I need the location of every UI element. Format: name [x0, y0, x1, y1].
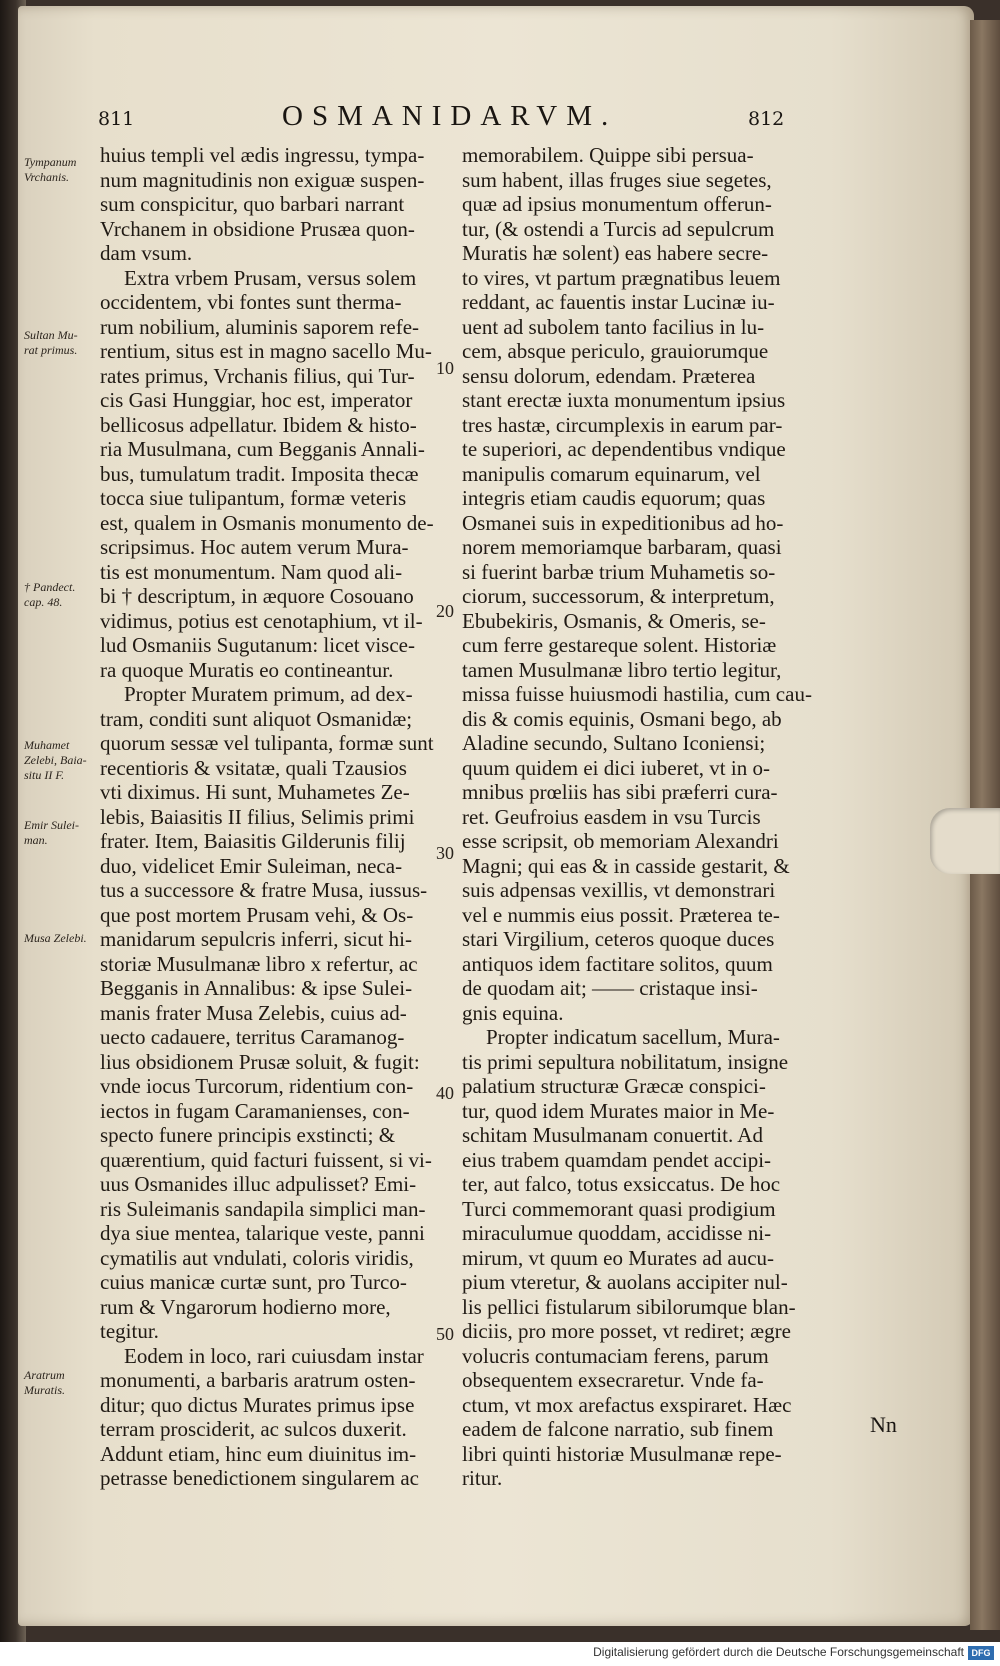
line-number: 40	[436, 1083, 454, 1103]
text-line: esse scripsit, ob memoriam Alexandri	[462, 829, 779, 853]
text-line: Aladine secundo, Sultano Iconiensi;	[462, 731, 766, 755]
text-line: cis Gasi Hunggiar, hoc est, imperator	[100, 388, 413, 412]
text-line: manipulis comarum equinarum, vel	[462, 461, 761, 486]
text-line: sum conspicitur, quo barbari narrant	[100, 192, 405, 216]
text-line: norem memoriamque barbaram, quasi	[462, 535, 782, 559]
text-line: bellicosus adpellatur. Ibidem & histo-	[100, 412, 417, 437]
text-line: schitam Musulmanam conuertit. Ad	[462, 1123, 763, 1147]
text-line: tis primi sepultura nobilitatum, insigne	[462, 1049, 789, 1074]
text-line: uus Osmanides illuc adpulisset? Emi-	[100, 1172, 417, 1196]
text-line: gnis equina.	[462, 1000, 564, 1025]
text-line: Begganis in Annalibus: & ipse Sulei-	[100, 976, 413, 1000]
text-line: tur, quod idem Murates maior in Me-	[462, 1098, 775, 1123]
text-line: cymatilis aut vndulati, coloris viridis,	[100, 1245, 414, 1270]
text-line: Extra vrbem Prusam, versus solem	[124, 265, 417, 290]
margin-note-line: Vrchanis.	[24, 170, 69, 184]
margin-note-line: Aratrum	[24, 1368, 65, 1382]
text-line: dam vsum.	[100, 241, 193, 265]
left-column	[100, 143, 434, 1491]
text-line: lius obsidionem Prusæ soluit, & fugit:	[100, 1049, 420, 1074]
margin-note-line: cap. 48.	[24, 595, 63, 609]
text-line: duo, videlicet Emir Suleiman, neca-	[100, 853, 403, 878]
text-line: Ebubekiris, Osmanis, & Omeris, se-	[462, 608, 766, 633]
line-number: 30	[436, 843, 454, 863]
text-line: manis frater Musa Zelebis, cuius ad-	[100, 1000, 407, 1025]
text-line: cum ferre gestareque solent. Historiæ	[462, 633, 777, 657]
line-number: 20	[436, 601, 454, 621]
text-line: quorum sessæ vel tulipanta, formæ sunt	[100, 731, 434, 755]
text-line: to vires, vt partum prægnatibus leuem	[462, 265, 781, 290]
margin-note-line: Musa Zelebi.	[24, 931, 87, 945]
text-line: iectos in fugam Caramanienses, con-	[100, 1098, 410, 1123]
text-line: rum & Vngarorum hodierno more,	[100, 1294, 391, 1319]
text-line: ctum, vt mox arefactus exspiraret. Hæc	[462, 1392, 792, 1417]
text-line: recentioris & vsitatæ, quali Tzausios	[100, 755, 407, 780]
text-line: de quodam ait; —— cristaque insi-	[462, 976, 758, 1000]
text-line: Propter indicatum sacellum, Mura-	[486, 1025, 780, 1049]
text-line: bus, tumulatum tradit. Imposita thecæ	[100, 461, 419, 486]
text-line: que post mortem Prusam vehi, & Os-	[100, 902, 414, 927]
text-line: sum habent, illas fruges siue segetes,	[462, 167, 772, 192]
margin-note-line: Zelebi, Baia-	[24, 753, 87, 767]
margin-note-line: Muhamet	[24, 738, 70, 752]
margin-note-line: man.	[24, 833, 48, 847]
running-title: OSMANIDARVM.	[282, 100, 618, 132]
text-line: libri quinti historiæ Musulmanæ repe-	[462, 1441, 782, 1466]
text-line: tur, (& ostendi a Turcis ad sepulcrum	[462, 216, 775, 241]
margin-note-line: Tympanum	[24, 155, 77, 169]
text-line: monumenti, a barbaris aratrum osten-	[100, 1368, 416, 1392]
text-line: terram prosciderit, ac sulcos duxerit.	[100, 1417, 407, 1441]
text-line: palatium structuræ Græcæ conspici-	[462, 1074, 766, 1098]
text-line: rates primus, Vrchanis filius, qui Tur-	[100, 363, 415, 388]
page-number-left: 811	[98, 108, 135, 130]
margin-note	[24, 328, 78, 358]
text-line: tus a successore & fratre Musa, iussus-	[100, 878, 428, 902]
text-line: scripsimus. Hoc autem verum Mura-	[100, 535, 409, 559]
text-line: Eodem in loco, rari cuiusdam instar	[124, 1343, 424, 1368]
text-line: ter, aut falco, totus exsiccatus. De hoc	[462, 1172, 781, 1196]
text-line: uecto cadauere, territus Caramanog-	[100, 1025, 405, 1049]
text-line: manidarum sepulcris inferri, sicut hi-	[100, 927, 412, 951]
text-line: rentium, situs est in magno sacello Mu-	[100, 339, 432, 363]
text-line: tamen Musulmanæ libro tertio legitur,	[462, 657, 782, 682]
margin-note	[24, 738, 87, 783]
text-line: ret. Geufroius easdem in vsu Turcis	[462, 804, 761, 829]
text-line: suis adpensas vexillis, vt demonstrari	[462, 878, 776, 902]
catchword: Nn	[870, 1412, 897, 1437]
text-line: eius trabem quamdam pendet accipi-	[462, 1147, 772, 1172]
text-line: Addunt etiam, hinc eum diuinitus im-	[100, 1441, 417, 1466]
text-line: quærentium, quid facturi fuissent, si vi-	[100, 1147, 432, 1172]
text-line: est, qualem in Osmanis monumento de-	[100, 510, 434, 535]
text-line: vidimus, potius est cenotaphium, vt il-	[100, 608, 423, 633]
margin-note-line: † Pandect.	[24, 580, 76, 594]
text-line: volucris contumaciam ferens, parum	[462, 1343, 769, 1368]
dfg-logo: DFG	[968, 1646, 994, 1660]
text-line: stant erectæ iuxta monumentum ipsius	[462, 388, 786, 412]
text-line: petrasse benedictionem singularem ac	[100, 1466, 419, 1490]
text-line: tocca siue tulipantum, formæ veteris	[100, 486, 407, 510]
text-line: memorabilem. Quippe sibi persua-	[462, 143, 754, 167]
text-line: si fuerint barbæ trium Muhametis so-	[462, 559, 776, 584]
text-line: lis pellici fistularum sibilorumque blan-	[462, 1294, 796, 1319]
text-line: specto funere principis exstincti; &	[100, 1123, 396, 1147]
text-line: ria Musulmana, cum Begganis Annali-	[100, 437, 425, 461]
text-line: Magni; qui eas & in casside gestarit, &	[462, 853, 790, 878]
margin-note	[24, 818, 79, 848]
text-line: ciorum, successorum, & interpretum,	[462, 584, 775, 608]
text-line: storiæ Musulmanæ libro x refertur, ac	[100, 951, 418, 976]
text-line: ritur.	[462, 1466, 503, 1490]
text-line: rum nobilium, aluminis saporem refe-	[100, 314, 420, 339]
text-line: vti diximus. Hi sunt, Muhametes Ze-	[100, 780, 410, 804]
text-line: frater. Item, Baiasitis Gilderunis filij	[100, 829, 406, 853]
margin-note-line: Sultan Mu-	[24, 328, 78, 342]
text-line: dya siue mentea, talarique veste, panni	[100, 1221, 425, 1245]
page-number-right: 812	[748, 108, 785, 130]
text-line: uent ad subolem tanto facilius in lu-	[462, 314, 765, 339]
text-line: occidentem, vbi fontes sunt therma-	[100, 290, 402, 314]
text-line: vel e nummis eius possit. Præterea te-	[462, 902, 780, 927]
text-line: stari Virgilium, ceteros quoque duces	[462, 927, 775, 951]
text-line: tegitur.	[100, 1319, 159, 1343]
text-line: Muratis hæ solent) eas habere secre-	[462, 241, 769, 265]
footer-credit: Digitalisierung gefördert durch die Deutsche Forschungsgemeinschaft	[593, 1645, 964, 1659]
text-line: tres hastæ, circumplexis in earum par-	[462, 412, 783, 437]
text-line: num magnitudinis non exiguæ suspen-	[100, 167, 425, 192]
margin-note-line: Emir Sulei-	[24, 818, 79, 832]
text-line: huius templi vel ædis ingressu, tympa-	[100, 143, 425, 167]
text-line: mirum, vt quum eo Murates ad aucu-	[462, 1245, 775, 1270]
text-line: tis est monumentum. Nam quod ali-	[100, 559, 403, 584]
line-number: 50	[436, 1324, 454, 1344]
text-line: te superiori, ac dependentibus vndique	[462, 437, 786, 461]
text-line: sensu dolorum, edendam. Præterea	[462, 363, 756, 388]
text-line: obsequentem exsecraretur. Vnde fa-	[462, 1368, 764, 1392]
text-line: ris Suleimanis sandapila simplici man-	[100, 1196, 426, 1221]
text-line: quum quidem ei dici iuberet, vt in o-	[462, 755, 770, 780]
text-line: ditur; quo dictus Murates primus ipse	[100, 1392, 415, 1417]
text-line: ra quoque Muratis eo contineantur.	[100, 657, 394, 682]
text-line: antiquos idem factitare solitos, quum	[462, 951, 773, 976]
line-number: 10	[436, 358, 454, 378]
text-line: Vrchanem in obsidione Prusæa quon-	[100, 216, 415, 241]
book-clasp	[930, 808, 1000, 874]
text-line: dis & comis equinis, Osmani bego, ab	[462, 706, 782, 731]
text-line: tram, conditi sunt aliquot Osmanidæ;	[100, 706, 413, 731]
footer-bar	[0, 1642, 1000, 1666]
margin-note	[24, 1368, 65, 1398]
text-line: pium vteretur, & auolans accipiter nul-	[462, 1270, 788, 1294]
text-line: reddant, ac fauentis instar Lucinæ iu-	[462, 290, 775, 314]
margin-note-line: situ II F.	[24, 768, 65, 782]
text-line: lebis, Baiasitis II filius, Selimis primi	[100, 804, 415, 829]
right-column	[462, 143, 812, 1491]
text-line: cem, absque periculo, grauiorumque	[462, 339, 769, 363]
text-line: bi † descriptum, in æquore Cosouano	[100, 584, 414, 608]
margin-note	[24, 580, 75, 610]
text-line: missa fuisse huiusmodi hastilia, cum cau-	[462, 682, 812, 706]
text-line: quæ ad ipsius monumentum offerun-	[462, 192, 772, 216]
text-line: Propter Muratem primum, ad dex-	[124, 682, 413, 706]
text-line: Osmanei suis in expeditionibus ad ho-	[462, 510, 784, 535]
text-line: eadem de falcone narratio, sub finem	[462, 1417, 774, 1441]
text-line: diciis, pro more posset, vt rediret; ægre	[462, 1319, 791, 1343]
margin-note-line: rat primus.	[24, 343, 78, 357]
text-line: Turci commemorant quasi prodigium	[462, 1196, 776, 1221]
text-line: vnde iocus Turcorum, ridentium con-	[100, 1074, 414, 1098]
text-line: mnibus prœliis has sibi præferri cura-	[462, 780, 778, 804]
margin-note	[24, 155, 76, 185]
margin-note	[24, 931, 87, 946]
text-line: integris etiam caudis equorum; quas	[462, 486, 766, 510]
text-line: lud Osmaniis Sugutanum: licet visce-	[100, 633, 415, 657]
margin-note-line: Muratis.	[24, 1383, 66, 1397]
text-line: miraculumue quoddam, accidisse ni-	[462, 1221, 772, 1245]
text-line: cuius manicæ curtæ sunt, pro Turco-	[100, 1270, 407, 1294]
